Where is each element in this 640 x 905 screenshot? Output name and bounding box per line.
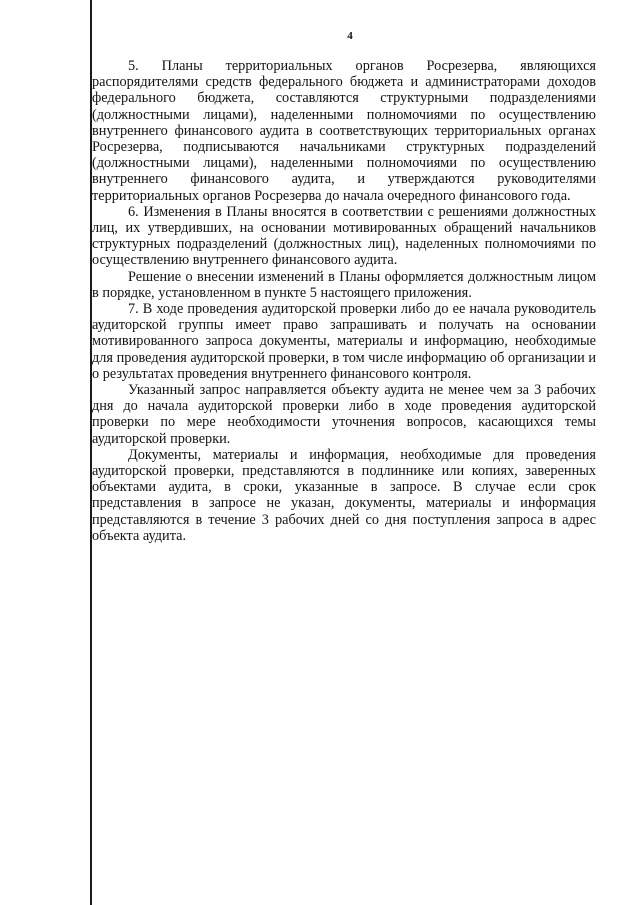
paragraph-item-6-decision: Решение о внесении изменений в Планы оформляется должностным лицом в порядке, установленном в пункте 5 настоящего приложения. — [92, 268, 596, 301]
paragraph-item-5: 5. Планы территориальных органов Росрезерва, являющихся распорядителями средств федерального бюджета и администраторами доходов федерального бюджета, составляются структурными подразделениями (должностными лицами), наделенными полномочиями по осуществлению внутреннего финансового аудита в соответствующих территориальных органах Росрезерва, подписываются начальниками структурных подразделений (должностными лицами), наделенными полномочиями по осуществлению внутреннего финансового аудита, и утверждаются руководителями территориальных органов Росрезерва до начала очередного финансового года. — [92, 58, 596, 204]
paragraph-item-7: 7. В ходе проведения аудиторской проверки либо до ее начала руководитель аудиторской группы имеет право запрашивать и получать на основании мотивированного запроса документы, материалы и информацию, необходимые для проведения аудиторской проверки, в том числе информацию об организации и о результатах проведения внутреннего финансового контроля. — [92, 301, 596, 382]
paragraph-item-7-documents: Документы, материалы и информация, необходимые для проведения аудиторской проверки, представляются в подлиннике или копиях, заверенных объектами аудита, в сроки, указанные в запросе. В случае если срок представления в запросе не указан, документы, материалы и информация представляются в течение 3 рабочих дней со дня поступления запроса в адрес объекта аудита. — [92, 446, 596, 544]
document-body — [92, 58, 596, 544]
paragraph-item-6: 6. Изменения в Планы вносятся в соответствии с решениями должностных лиц, их утвердивших, на основании мотивированных обращений начальников структурных подразделений (должностных лиц), наделенных полномочиями по осуществлению внутреннего финансового аудита. — [92, 203, 596, 269]
page-number: 4 — [347, 30, 353, 42]
paragraph-item-7-request: Указанный запрос направляется объекту аудита не менее чем за 3 рабочих дня до начала аудиторской проверки либо в ходе проведения аудиторской проверки по мере необходимости уточнения вопросов, касающихся темы аудиторской проверки. — [92, 382, 596, 447]
